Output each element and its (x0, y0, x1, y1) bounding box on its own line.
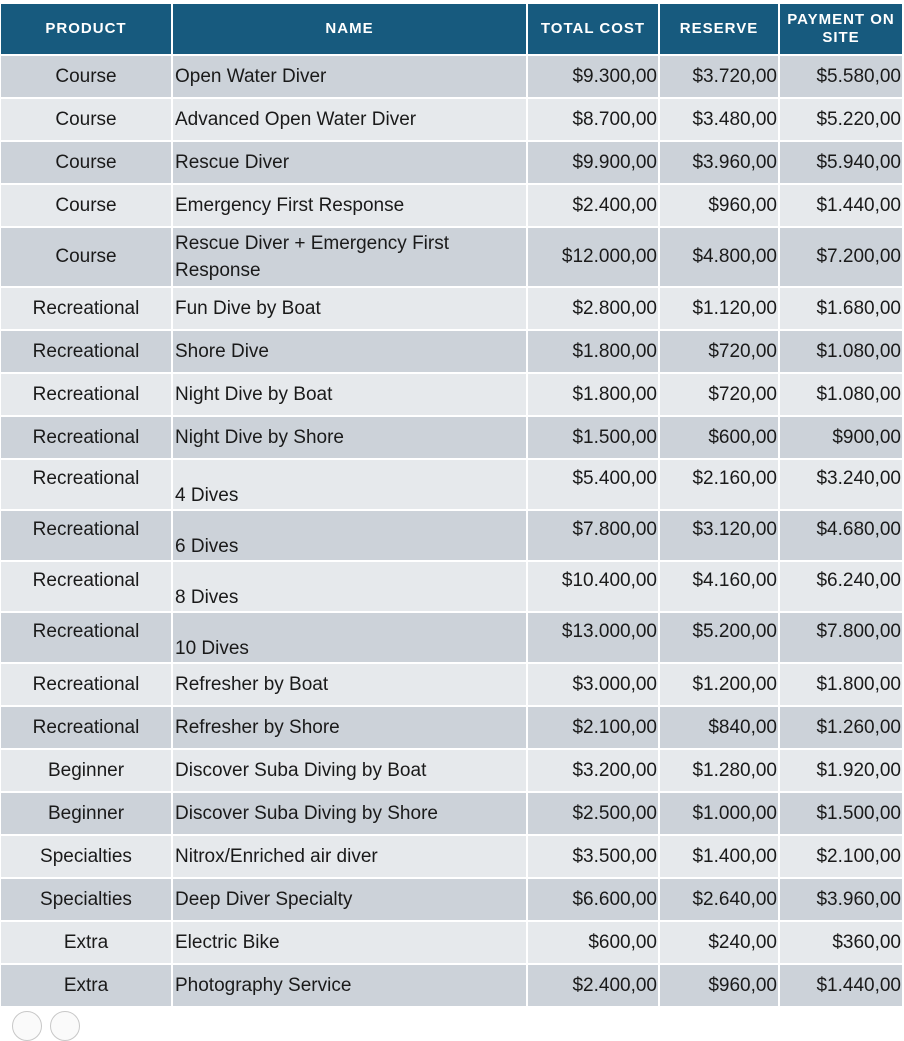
cell-reserve: $4.160,00 (660, 560, 780, 611)
table-row (1, 372, 902, 415)
cell-name: Photography Service (173, 963, 528, 1006)
cell-name: Emergency First Response (173, 183, 528, 226)
cell-product: Course (1, 140, 173, 183)
cell-total-cost: $600,00 (528, 920, 660, 963)
price-table (1, 4, 902, 1006)
cell-product: Extra (1, 920, 173, 963)
table-row (1, 791, 902, 834)
cell-name: Nitrox/Enriched air diver (173, 834, 528, 877)
cell-payment: $7.800,00 (780, 611, 902, 662)
cell-product: Recreational (1, 286, 173, 329)
table-row (1, 963, 902, 1006)
table-row (1, 834, 902, 877)
cell-reserve: $4.800,00 (660, 226, 780, 286)
cell-total-cost: $1.800,00 (528, 329, 660, 372)
cell-reserve: $3.120,00 (660, 509, 780, 560)
cell-name: 4 Dives (173, 458, 528, 509)
cell-payment: $1.800,00 (780, 662, 902, 705)
header-product: PRODUCT (1, 4, 173, 54)
cell-reserve: $1.200,00 (660, 662, 780, 705)
table-row (1, 458, 902, 509)
cell-name: 10 Dives (173, 611, 528, 662)
table-row (1, 286, 902, 329)
table-row (1, 705, 902, 748)
cell-total-cost: $3.000,00 (528, 662, 660, 705)
cell-payment: $900,00 (780, 415, 902, 458)
cell-payment: $1.440,00 (780, 183, 902, 226)
cell-total-cost: $2.400,00 (528, 963, 660, 1006)
cell-total-cost: $2.500,00 (528, 791, 660, 834)
header-row (1, 4, 902, 54)
table-row (1, 226, 902, 286)
cell-payment: $7.200,00 (780, 226, 902, 286)
cell-total-cost: $3.500,00 (528, 834, 660, 877)
cell-reserve: $3.720,00 (660, 54, 780, 97)
table-row (1, 560, 902, 611)
cell-product: Recreational (1, 329, 173, 372)
cell-total-cost: $2.100,00 (528, 705, 660, 748)
cell-payment: $2.100,00 (780, 834, 902, 877)
cell-name: Shore Dive (173, 329, 528, 372)
cell-product: Beginner (1, 748, 173, 791)
cell-payment: $360,00 (780, 920, 902, 963)
table-row (1, 509, 902, 560)
cell-name: Refresher by Shore (173, 705, 528, 748)
cell-product: Beginner (1, 791, 173, 834)
cell-payment: $3.960,00 (780, 877, 902, 920)
cell-payment: $5.940,00 (780, 140, 902, 183)
cell-name: Night Dive by Boat (173, 372, 528, 415)
cell-name: Deep Diver Specialty (173, 877, 528, 920)
cell-product: Recreational (1, 560, 173, 611)
cell-name: Advanced Open Water Diver (173, 97, 528, 140)
cell-name: Rescue Diver + Emergency First Response (173, 226, 528, 286)
cell-name: Fun Dive by Boat (173, 286, 528, 329)
cell-product: Course (1, 183, 173, 226)
cell-payment: $1.080,00 (780, 372, 902, 415)
cell-reserve: $720,00 (660, 329, 780, 372)
cell-total-cost: $9.900,00 (528, 140, 660, 183)
cell-total-cost: $1.500,00 (528, 415, 660, 458)
cell-name: Discover Suba Diving by Boat (173, 748, 528, 791)
cell-payment: $1.680,00 (780, 286, 902, 329)
cell-total-cost: $9.300,00 (528, 54, 660, 97)
cell-payment: $1.920,00 (780, 748, 902, 791)
cell-reserve: $840,00 (660, 705, 780, 748)
cell-name: Electric Bike (173, 920, 528, 963)
table-row (1, 748, 902, 791)
cell-reserve: $600,00 (660, 415, 780, 458)
cell-payment: $6.240,00 (780, 560, 902, 611)
cell-payment: $5.220,00 (780, 97, 902, 140)
table-row (1, 140, 902, 183)
cell-product: Recreational (1, 705, 173, 748)
table-row (1, 920, 902, 963)
decorative-circle-icon (12, 1011, 42, 1041)
cell-product: Course (1, 226, 173, 286)
cell-total-cost: $2.800,00 (528, 286, 660, 329)
cell-payment: $1.080,00 (780, 329, 902, 372)
cell-total-cost: $6.600,00 (528, 877, 660, 920)
cell-reserve: $3.960,00 (660, 140, 780, 183)
cell-total-cost: $10.400,00 (528, 560, 660, 611)
table-row (1, 329, 902, 372)
cell-name: 8 Dives (173, 560, 528, 611)
cell-reserve: $720,00 (660, 372, 780, 415)
header-reserve: RESERVE (660, 4, 780, 54)
cell-reserve: $1.280,00 (660, 748, 780, 791)
cell-total-cost: $7.800,00 (528, 509, 660, 560)
table-row (1, 183, 902, 226)
cell-product: Specialties (1, 834, 173, 877)
cell-total-cost: $2.400,00 (528, 183, 660, 226)
cell-product: Recreational (1, 662, 173, 705)
cell-payment: $1.500,00 (780, 791, 902, 834)
table-row (1, 97, 902, 140)
cell-payment: $5.580,00 (780, 54, 902, 97)
cell-product: Recreational (1, 415, 173, 458)
cell-total-cost: $8.700,00 (528, 97, 660, 140)
header-total-cost: TOTAL COST (528, 4, 660, 54)
cell-payment: $3.240,00 (780, 458, 902, 509)
cell-product: Recreational (1, 611, 173, 662)
cell-name: Night Dive by Shore (173, 415, 528, 458)
cell-product: Course (1, 54, 173, 97)
cell-reserve: $960,00 (660, 183, 780, 226)
cell-reserve: $2.160,00 (660, 458, 780, 509)
cell-total-cost: $12.000,00 (528, 226, 660, 286)
cell-product: Extra (1, 963, 173, 1006)
cell-reserve: $5.200,00 (660, 611, 780, 662)
cell-total-cost: $5.400,00 (528, 458, 660, 509)
header-payment-on-site: PAYMENT ON SITE (780, 4, 902, 54)
cell-total-cost: $1.800,00 (528, 372, 660, 415)
table-row (1, 415, 902, 458)
cell-reserve: $1.400,00 (660, 834, 780, 877)
cell-name: Rescue Diver (173, 140, 528, 183)
cell-name: Open Water Diver (173, 54, 528, 97)
cell-total-cost: $3.200,00 (528, 748, 660, 791)
cell-reserve: $3.480,00 (660, 97, 780, 140)
cell-reserve: $1.000,00 (660, 791, 780, 834)
cell-reserve: $960,00 (660, 963, 780, 1006)
cell-payment: $1.440,00 (780, 963, 902, 1006)
cell-name: 6 Dives (173, 509, 528, 560)
table-row (1, 611, 902, 662)
table-row (1, 54, 902, 97)
decorative-circle-icon (50, 1011, 80, 1041)
cell-product: Recreational (1, 509, 173, 560)
cell-reserve: $1.120,00 (660, 286, 780, 329)
header-name: NAME (173, 4, 528, 54)
cell-payment: $1.260,00 (780, 705, 902, 748)
cell-product: Recreational (1, 458, 173, 509)
cell-product: Recreational (1, 372, 173, 415)
cell-reserve: $240,00 (660, 920, 780, 963)
cell-reserve: $2.640,00 (660, 877, 780, 920)
cell-product: Course (1, 97, 173, 140)
cell-name: Discover Suba Diving by Shore (173, 791, 528, 834)
table-row (1, 877, 902, 920)
cell-product: Specialties (1, 877, 173, 920)
table-row (1, 662, 902, 705)
cell-name: Refresher by Boat (173, 662, 528, 705)
cell-payment: $4.680,00 (780, 509, 902, 560)
cell-total-cost: $13.000,00 (528, 611, 660, 662)
